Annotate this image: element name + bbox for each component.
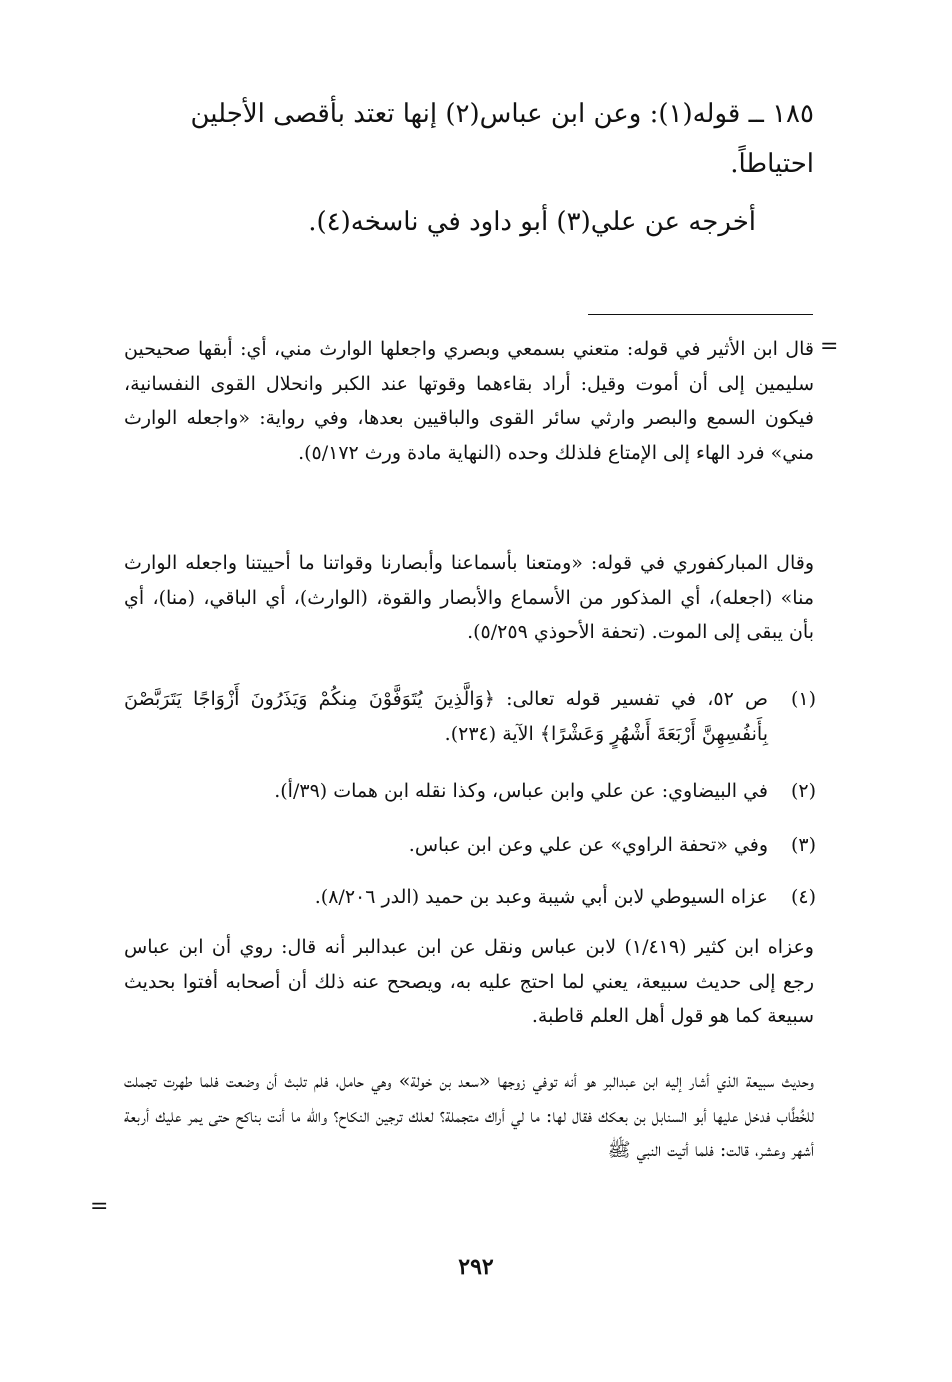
footnote-4-number: (٤) [790, 886, 816, 908]
footnote-3 [124, 828, 814, 863]
footnote-3-text: وفي «تحفة الراوي» عن علي وعن ابن عباس. [408, 834, 768, 856]
footnote-2 [124, 774, 814, 809]
footnote-4-paragraph-3: وحديث سبيعة الذي أشار إليه ابن عبدالبر هو أنه توفي زوجها «سعد بن خولة» وهي حامل، فلم تلبث أن وضعت فلما طهرت تجملت للخُطَّاب فدخل عليها أبو السنابل بن بعكك فقال لها: ما لي أراك متجملة؟ لعلك ترجين النكاح؟ والله ما أنت بناكح حتى يمر عليك أربعة أشهر وعشر، قالت: فلما أتيت النبي ﷺ [124, 1070, 814, 1161]
footnote-2-text: في البيضاوي: عن علي وابن عباس، وكذا نقله ابن همات (٣٩/أ). [274, 780, 768, 802]
footnote-4-text: عزاه السيوطي لابن أبي شيبة وعبد بن حميد (الدر ٨/٢٠٦). [314, 886, 768, 908]
continuation-mark-top: = [820, 334, 839, 359]
footnote-separator [588, 314, 813, 315]
footnote-1-number: (١) [790, 688, 816, 710]
main-text-line-2: احتياطاً. [730, 149, 814, 179]
footnote-2-number: (٢) [790, 780, 816, 802]
footnote-4-paragraph-2: وعزاه ابن كثير (١/٤١٩) لابن عباس ونقل عن ابن عبدالبر أنه قال: روي أن ابن عباس رجع إلى حديث سبيعة، يعني لما احتج عليه به، ويصحح عنه ذلك أن أصحابه أفتوا بحديث سبيعة كما هو قول أهل العلم قاطبة. [124, 936, 814, 1027]
footnote-continued-paragraph-1: قال ابن الأثير في قوله: متعني بسمعي وبصري واجعلها الوارث مني، أي: أبقها صحيحين سليمين إلى أن أموت وقيل: أراد بقاءهما وقوتها عند الكبر وانحلال القوى النفسانية، فيكون السمع والبصر وارثي سائر القوى والباقيين بعدها، وفي رواية: «واجعله الوارث مني» فرد الهاء إلى الإمتاع فلذلك وحده (النهاية مادة ورث ٥/١٧٢). [124, 338, 814, 464]
footnote-1 [124, 682, 814, 751]
main-text-line-1: ١٨٥ ــ قوله(١): وعن ابن عباس(٢) إنها تعتد بأقصى الأجلين [190, 99, 814, 129]
main-text-line-3: أخرجه عن علي(٣) أبو داود في ناسخه(٤). [308, 207, 756, 237]
footnote-1-text: ص ٥٢، في تفسير قوله تعالى: ﴿وَالَّذِينَ يُتَوَفَّوْنَ مِنكُمْ وَيَذَرُونَ أَزْوَاجًا يَتَرَبَّصْنَ بِأَنفُسِهِنَّ أَرْبَعَةَ أَشْهُرٍ وَعَشْرًا﴾ الآية (٢٣٤). [124, 688, 768, 745]
footnote-4 [124, 880, 814, 915]
footnote-3-number: (٣) [790, 834, 816, 856]
continuation-mark-bottom: = [90, 1194, 109, 1219]
page-number: ٢٩٢ [458, 1254, 494, 1280]
footnote-continued-paragraph-2: وقال المباركفوري في قوله: «ومتعنا بأسماعنا وأبصارنا وقواتنا ما أحييتنا واجعله الوارث منا» (اجعله)، أي المذكور من الأسماع والأبصار والقوة، (الوارث)، أي الباقي، (منا)، أي بأن يبقى إلى الموت. (تحفة الأحوذي ٥/٢٥٩). [124, 552, 814, 643]
